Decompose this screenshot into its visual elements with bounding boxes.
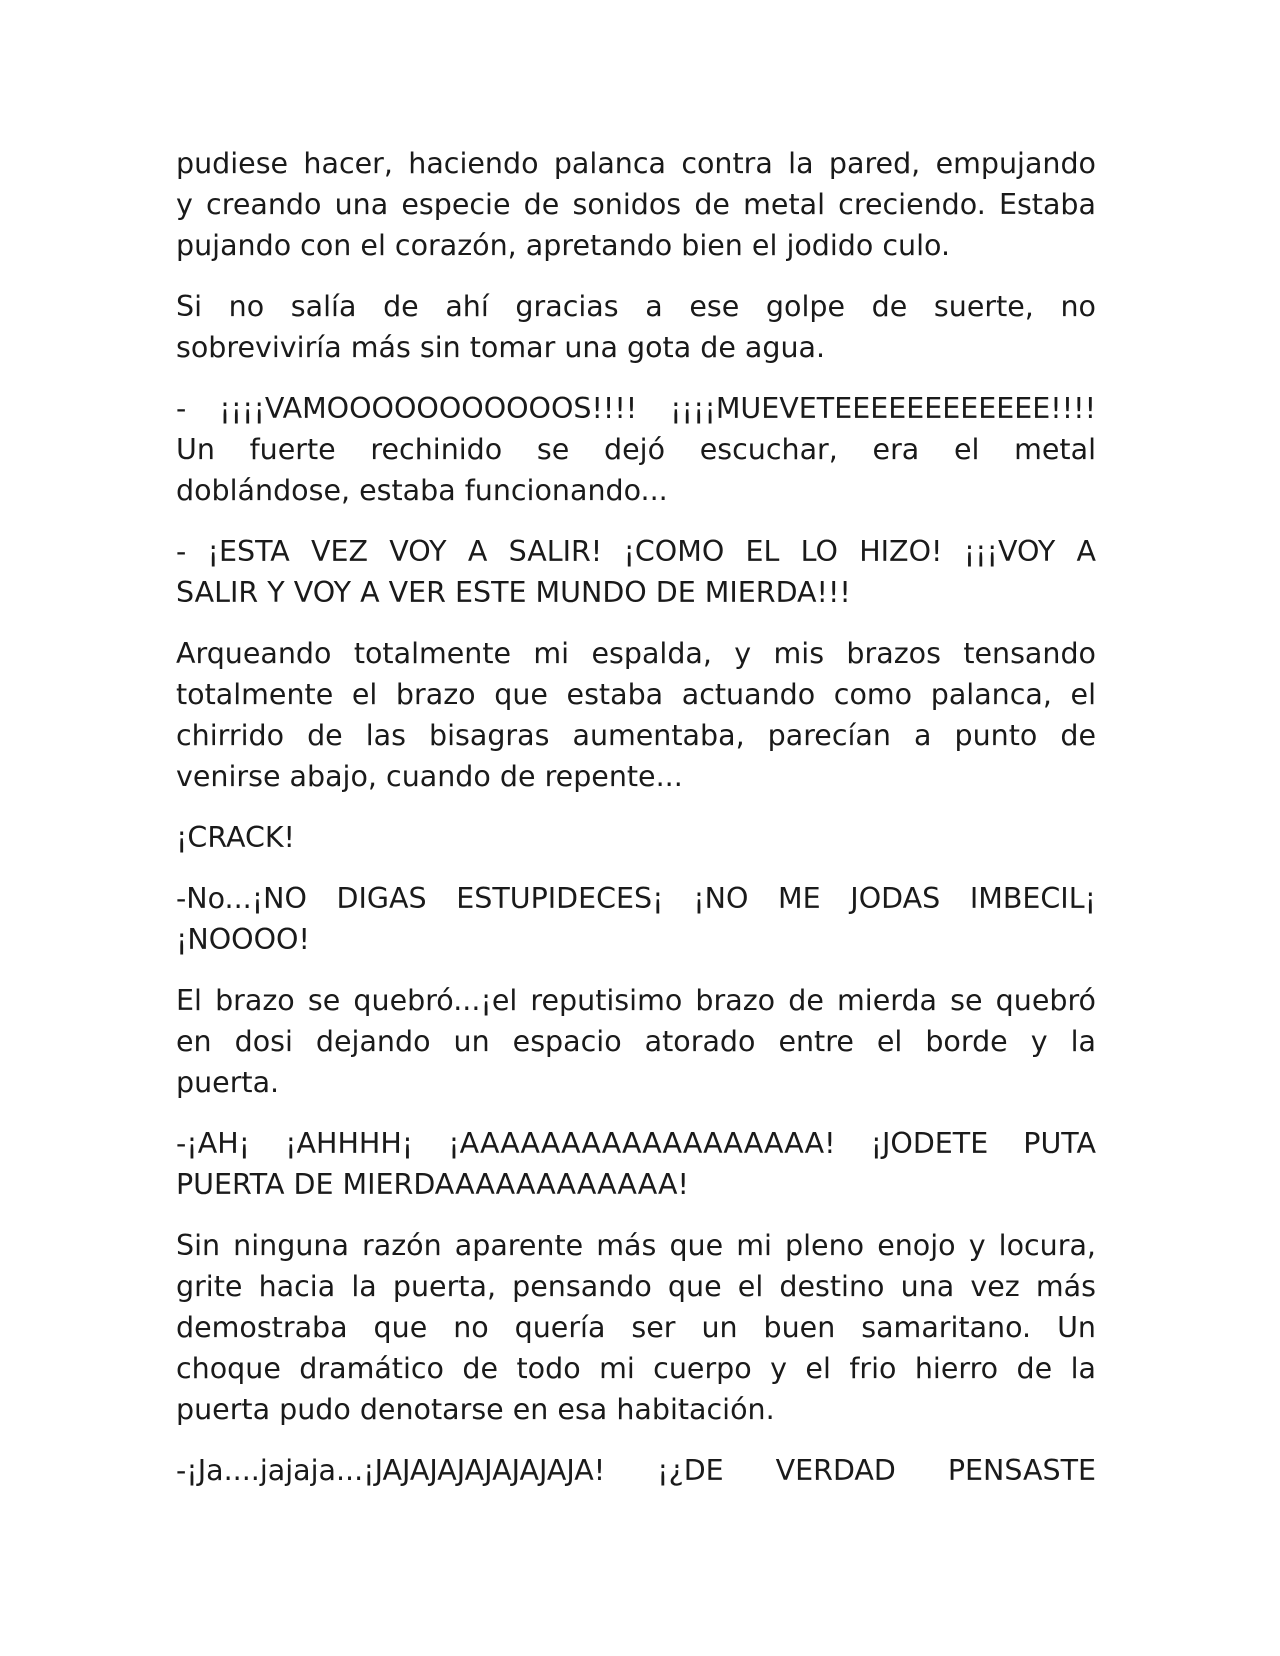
text-line: doblándose, estaba funcionando... [176,474,668,507]
text-line: demostraba que no quería ser un buen samaritano. Un [176,1311,1096,1344]
text-line: en dosi dejando un espacio atorado entre el borde y la [176,1025,1096,1058]
text-line: pudiese hacer, haciendo palanca contra la pared, empujando [176,147,1096,180]
document-page [176,143,1096,1511]
paragraph [176,1450,1096,1491]
paragraph [176,143,1096,266]
paragraph [176,1225,1096,1430]
paragraph [176,980,1096,1103]
text-line: pujando con el corazón, apretando bien el jodido culo. [176,229,951,262]
text-line: totalmente el brazo que estaba actuando como palanca, el [176,678,1096,711]
text-line: SALIR Y VOY A VER ESTE MUNDO DE MIERDA!!! [176,576,851,609]
body-text [176,143,1096,1491]
text-line: Sin ninguna razón aparente más que mi pleno enojo y locura, [176,1229,1096,1262]
text-line: ¡NOOOO! [176,923,310,956]
paragraph [176,817,1096,858]
text-line: -No...¡NO DIGAS ESTUPIDECES¡ ¡NO ME JODAS IMBECIL¡ [176,882,1096,915]
text-line: sobreviviría más sin tomar una gota de agua. [176,331,826,364]
text-line: - ¡ESTA VEZ VOY A SALIR! ¡COMO EL LO HIZO! ¡¡¡VOY A [176,535,1096,568]
paragraph [176,286,1096,368]
text-line: y creando una especie de sonidos de metal creciendo. Estaba [176,188,1096,221]
text-line: Si no salía de ahí gracias a ese golpe de suerte, no [176,290,1096,323]
text-line: choque dramático de todo mi cuerpo y el frio hierro de la [176,1352,1096,1385]
text-line: -¡Ja....jajaja...¡JAJAJAJAJAJAJAJA! ¡¿DE VERDAD PENSASTE [176,1454,1096,1487]
text-line: ¡CRACK! [176,821,295,854]
paragraph [176,633,1096,797]
text-line: -¡AH¡ ¡AHHHH¡ ¡AAAAAAAAAAAAAAAAAA! ¡JODETE PUTA [176,1127,1096,1160]
text-line: PUERTA DE MIERDAAAAAAAAAAAA! [176,1168,689,1201]
text-line: puerta pudo denotarse en esa habitación. [176,1393,775,1426]
text-line: puerta. [176,1066,280,1099]
text-line: El brazo se quebró...¡el reputisimo brazo de mierda se quebró [176,984,1096,1017]
text-line: - ¡¡¡¡VAMOOOOOOOOOOOS!!!! ¡¡¡¡MUEVETEEEEEEEEEEEE!!!! [176,392,1096,425]
paragraph [176,1123,1096,1205]
text-line: Arqueando totalmente mi espalda, y mis brazos tensando [176,637,1096,670]
paragraph [176,531,1096,613]
text-line: venirse abajo, cuando de repente... [176,760,683,793]
text-line: chirrido de las bisagras aumentaba, parecían a punto de [176,719,1096,752]
text-line: grite hacia la puerta, pensando que el destino una vez más [176,1270,1096,1303]
paragraph [176,878,1096,960]
text-line: Un fuerte rechinido se dejó escuchar, era el metal [176,433,1096,466]
paragraph [176,388,1096,511]
